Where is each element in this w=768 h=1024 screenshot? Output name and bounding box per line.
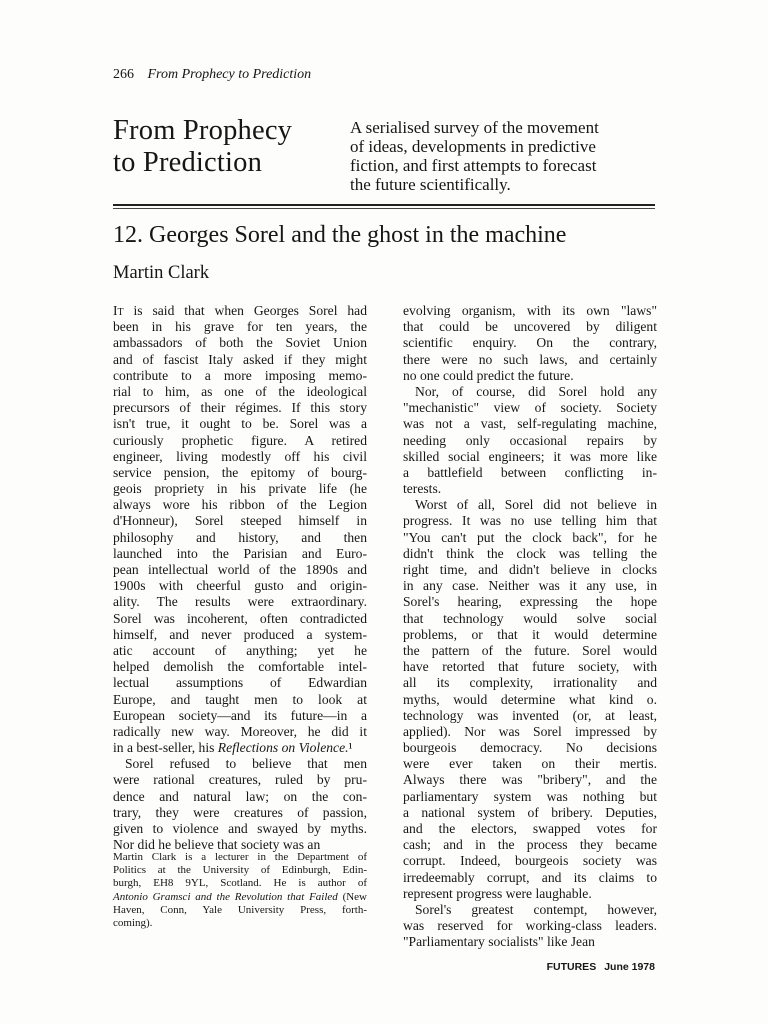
text-line: skilled social engineers; it was more like	[403, 448, 657, 464]
text-line: ality. The results were extraordinary.	[113, 594, 367, 610]
series-description-line: the future scientifically.	[350, 175, 511, 194]
text-line: myths, would determine what kind o.	[403, 691, 657, 707]
text-line: all its complexity, irrationality and	[403, 675, 657, 691]
text-line: the pattern of the future. Sorel would	[403, 642, 657, 658]
text-line: that technology would solve social	[403, 610, 657, 626]
text-line: in any case. Neither was it any use, in	[403, 578, 657, 594]
text-line: were rational creatures, ruled by pru-	[113, 772, 367, 788]
right-text-column	[403, 303, 657, 951]
text-line: have retorted that future society, with	[403, 659, 657, 675]
series-title-line: From Prophecy	[113, 115, 293, 146]
text-line: right time, and didn't believe in clocks	[403, 562, 657, 577]
running-title: From Prophecy to Prediction	[147, 67, 312, 82]
text-line: technology was invented (or, at least,	[403, 707, 657, 723]
footnote-line: Antonio Gramsci and the Revolution that Failed (New	[113, 890, 368, 903]
text-line: Always there was "bribery", and the	[403, 772, 657, 788]
text-line: irredeemably corrupt, and its claims to	[403, 869, 657, 885]
text-line: trary, they were creatures of passion,	[113, 804, 367, 820]
text-line: bourgeois democracy. No decisions	[403, 740, 657, 756]
text-line: problems, or that it would determine	[403, 626, 657, 642]
series-title-line: to Prediction	[113, 147, 263, 178]
text-line: given to violence and swayed by myths.	[113, 821, 367, 836]
text-line: Sorel was incoherent, often contradicted	[113, 610, 367, 626]
text-line: and of fascist Italy asked if they might	[113, 351, 367, 367]
text-line: himself, and never produced a system-	[113, 626, 367, 642]
text-line: applied). Nor was Sorel impressed by	[403, 723, 657, 739]
footnote-line: burgh, EH8 9YL, Scotland. He is author of	[113, 877, 367, 890]
footnote-line: Haven, Conn, Yale University Press, forth-	[113, 903, 367, 916]
text-line: launched into the Parisian and Euro-	[113, 545, 367, 561]
text-line: dence and natural law; on the con-	[113, 788, 367, 804]
text-line: European society—and its future—in a	[113, 707, 367, 723]
text-line: there were no such laws, and certainly	[403, 351, 657, 367]
series-title	[113, 115, 343, 179]
page-footer	[505, 961, 655, 974]
text-line: Sorel's greatest contempt, however,	[415, 901, 657, 917]
text-line: It is said that when Georges Sorel had	[113, 303, 367, 318]
text-line: curiously prophetic figure. A retired	[113, 432, 367, 448]
header-rule-thick	[113, 204, 655, 206]
footnote-line: coming).	[113, 916, 153, 929]
text-line: ambassadors of both the Soviet Union	[113, 335, 367, 351]
article-author: Martin Clark	[113, 263, 210, 283]
text-line: corrupt. Indeed, bourgeois society was	[403, 853, 657, 869]
series-description-line: fiction, and first attempts to forecast	[350, 156, 597, 175]
text-line: progress. It was no use telling him that	[403, 513, 657, 529]
article-title: 12. Georges Sorel and the ghost in the machine	[113, 222, 567, 248]
text-line: terests.	[403, 481, 442, 497]
text-line: helped demolish the comfortable intel-	[113, 659, 367, 675]
series-description-line: of ideas, developments in predictive	[350, 137, 596, 156]
text-line: been in his grave for ten years, the	[113, 319, 367, 335]
text-line: represent progress were laughable.	[403, 885, 592, 901]
text-line: Europe, and taught men to look at	[113, 691, 367, 707]
text-line: Sorel refused to believe that men	[125, 756, 367, 772]
text-line: a battlefield between conflicting in-	[403, 464, 657, 480]
text-line: philosophy and history, and then	[113, 529, 367, 545]
text-line: cash; and in the process they became	[403, 837, 657, 853]
left-text-column	[113, 303, 367, 853]
series-description-line: A serialised survey of the movement	[350, 118, 599, 137]
text-line: scientific enquiry. On the contrary,	[403, 335, 657, 351]
text-line: were ever taken on their mertis.	[403, 756, 657, 772]
text-line: Nor did he believe that society was an	[113, 837, 321, 853]
text-line: was not a vast, self-regulating machine,	[403, 416, 657, 432]
text-line: needing only occasional repairs by	[403, 432, 657, 448]
text-line: a national system of bribery. Deputies,	[403, 804, 657, 820]
text-line: in a best-seller, his Reflections on Violence.¹	[113, 740, 353, 756]
text-line: parliamentary system was nothing but	[403, 788, 657, 804]
text-line: geois propriety in his private life (he	[113, 481, 367, 497]
text-line: and the electors, swapped votes for	[403, 821, 657, 836]
running-head	[113, 66, 311, 84]
text-line: isn't true, it ought to be. Sorel was a	[113, 416, 367, 432]
text-line: always wore his ribbon of the Legion	[113, 497, 367, 513]
header-rule-thin	[113, 208, 655, 209]
journal-name: FUTURES	[546, 961, 597, 973]
text-line: "mechanistic" view of society. Society	[403, 400, 657, 416]
text-line: precursors of their régimes. If this story	[113, 400, 367, 416]
text-line: radically new way. Moreover, he did it	[113, 723, 367, 739]
footnote-line: Politics at the University of Edinburgh, Edin-	[113, 864, 367, 877]
text-line: "Parliamentary socialists" like Jean	[403, 934, 595, 950]
series-description	[350, 118, 660, 194]
text-line: Nor, of course, did Sorel hold any	[415, 383, 657, 399]
text-line: lectual assumptions of Edwardian	[113, 675, 367, 691]
text-line: Worst of all, Sorel did not believe in	[415, 497, 657, 513]
text-line: didn't think the clock was telling the	[403, 545, 657, 561]
text-line: Sorel's hearing, expressing the hope	[403, 594, 657, 610]
text-line: no one could predict the future.	[403, 367, 574, 383]
text-line: atic account of anything; yet he	[113, 642, 367, 658]
text-line: that could be uncovered by diligent	[403, 319, 657, 335]
footnote-line: Martin Clark is a lecturer in the Department of	[113, 851, 367, 863]
text-line: pean intellectual world of the 1890s and	[113, 562, 367, 577]
text-line: rial to him, as one of the ideological	[113, 383, 367, 399]
text-line: was reserved for working-class leaders.	[403, 918, 657, 934]
text-line: evolving organism, with its own "laws"	[403, 303, 657, 318]
text-line: contribute to a more imposing memo-	[113, 367, 367, 383]
issue-date: June 1978	[604, 961, 655, 973]
text-line: d'Honneur), Sorel steeped himself in	[113, 513, 367, 529]
text-line: engineer, living modestly off his civil	[113, 448, 367, 464]
text-line: 1900s with cheerful gusto and origin-	[113, 578, 367, 594]
text-line: "You can't put the clock back", for he	[403, 529, 657, 545]
text-line: service pension, the epitomy of bourg-	[113, 464, 367, 480]
author-footnote	[113, 851, 367, 930]
page-number: 266	[113, 67, 134, 82]
